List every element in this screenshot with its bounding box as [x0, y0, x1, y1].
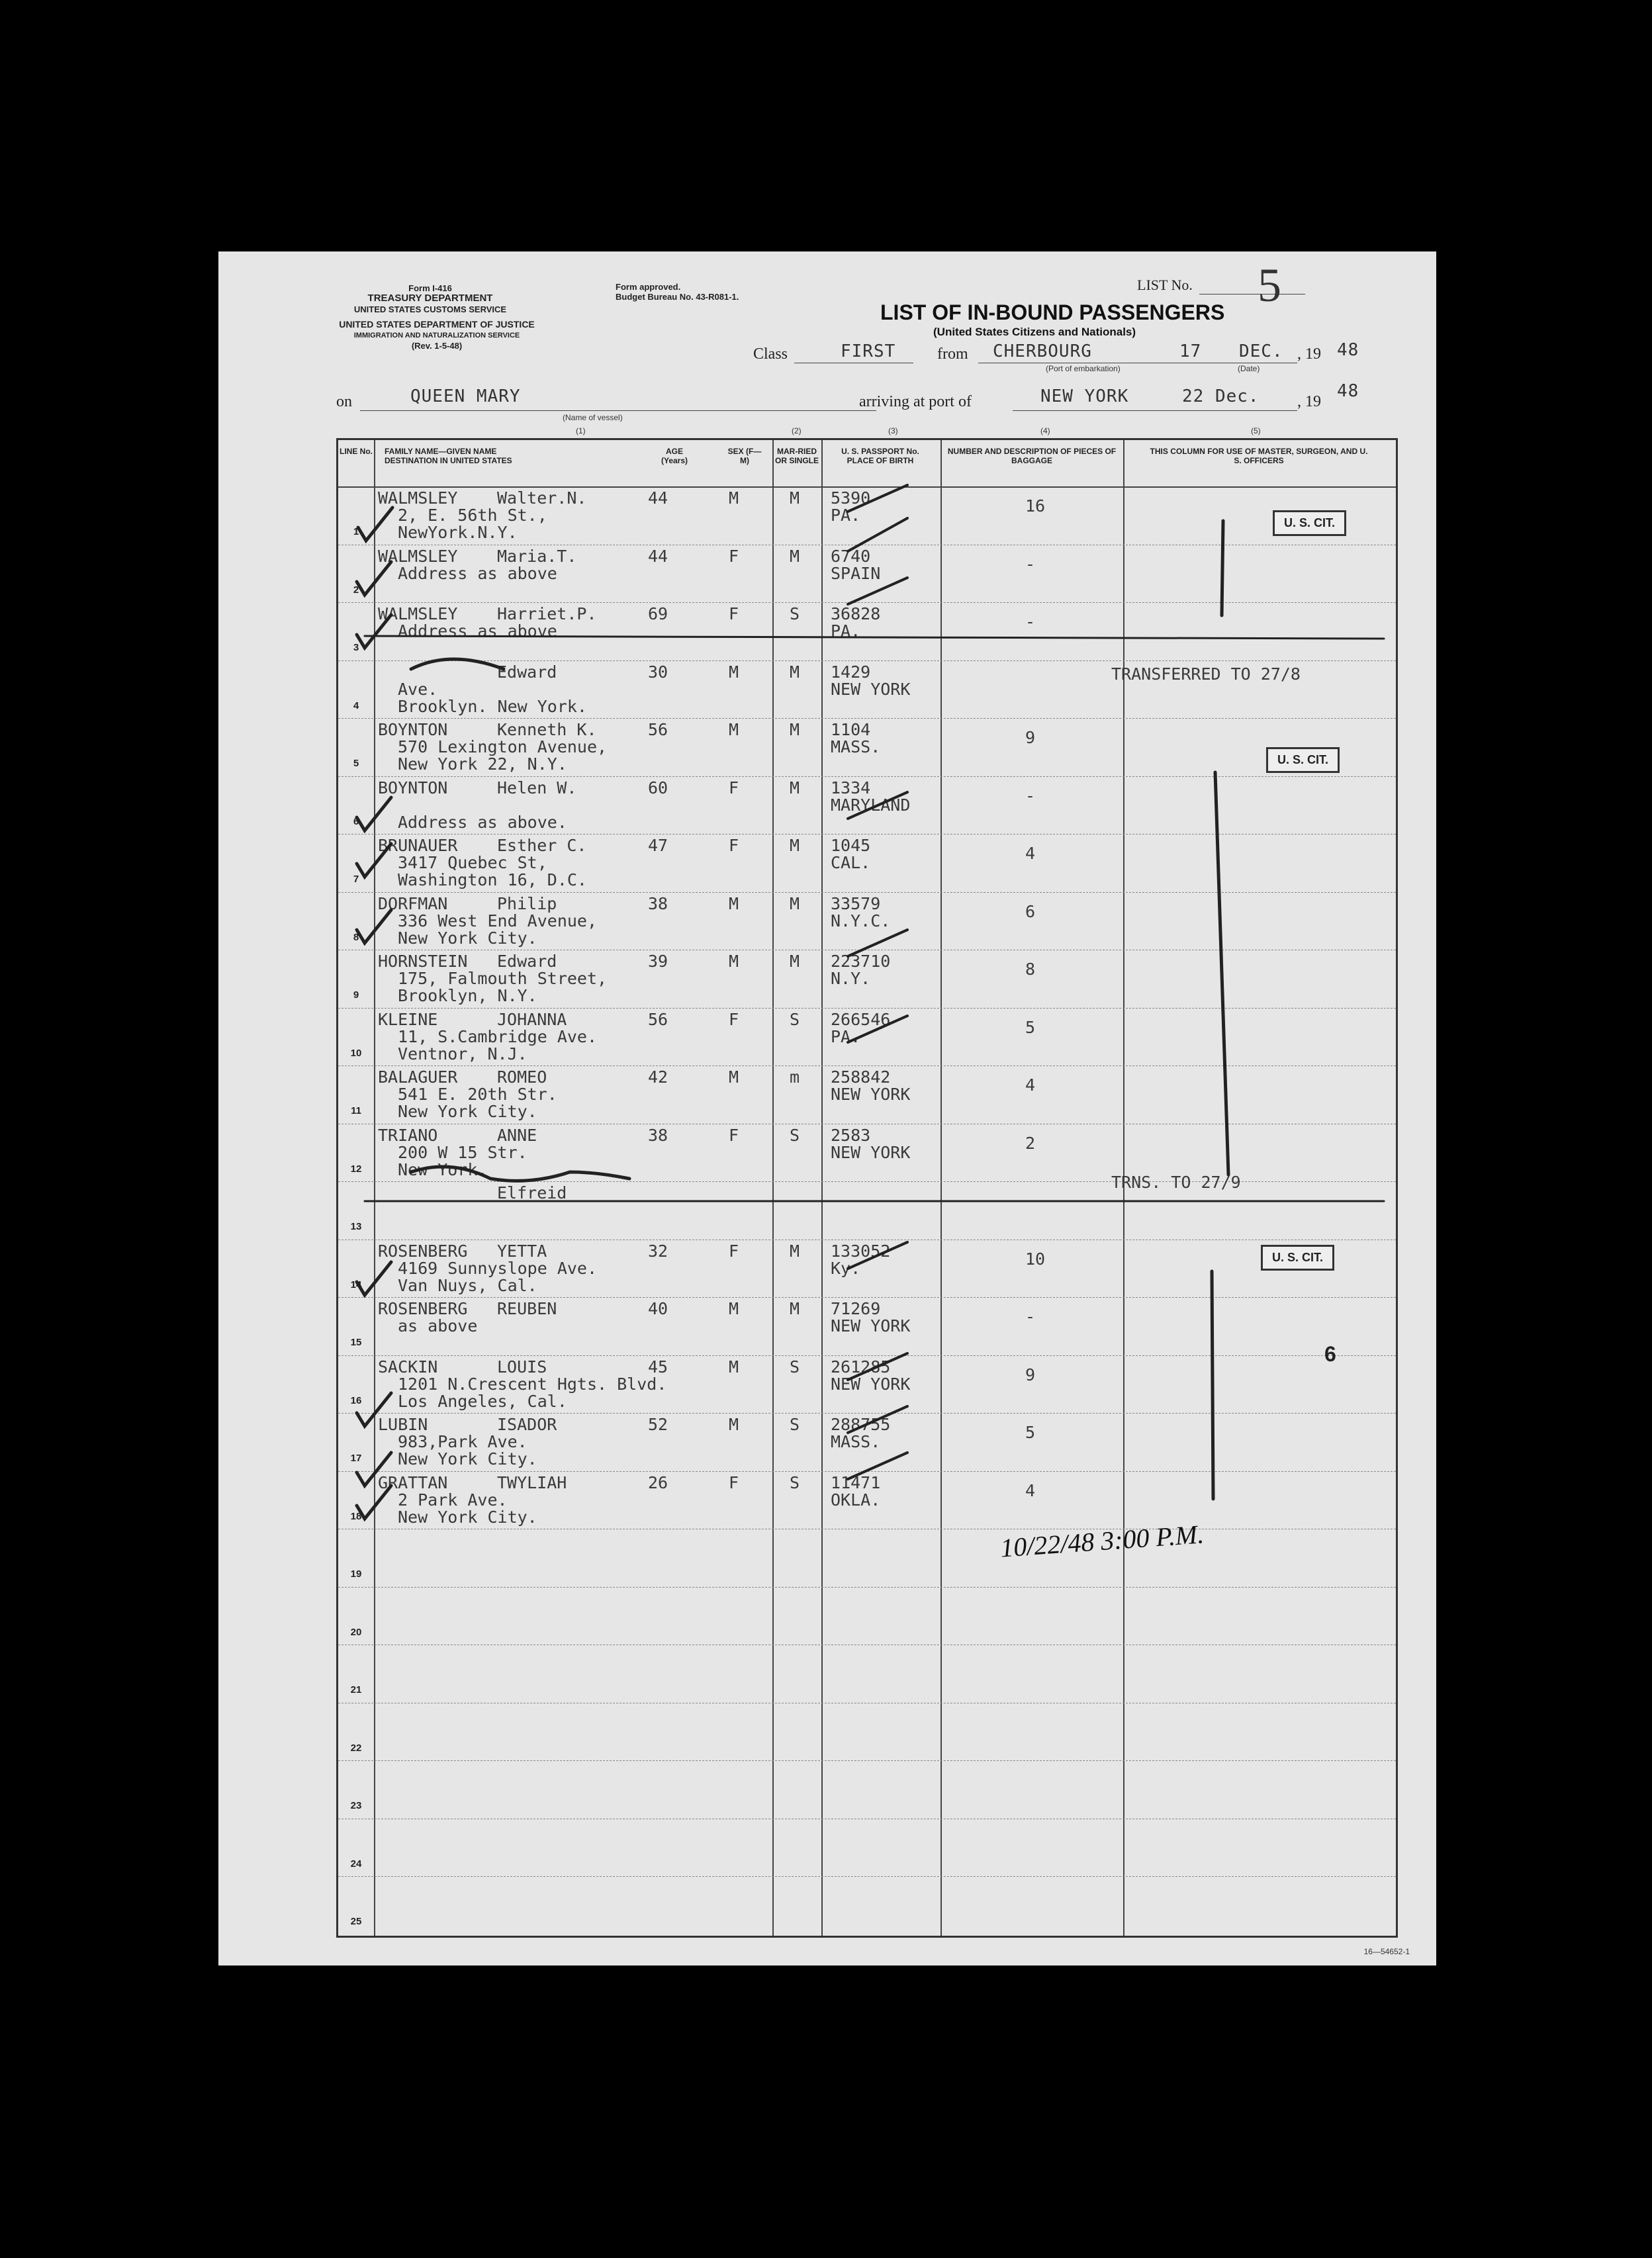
- marital-status: M: [790, 488, 800, 508]
- marital-status: M: [790, 1299, 800, 1318]
- address-line: 3417 Quebec St,: [398, 853, 547, 872]
- on-label: on: [336, 393, 352, 410]
- baggage-count: 10: [1025, 1249, 1046, 1269]
- line-number: 22: [350, 1742, 362, 1754]
- address-city: New York.: [398, 1159, 488, 1179]
- form-number: Form I-416: [408, 283, 452, 293]
- us-citizen-stamp: U. S. CIT.: [1273, 510, 1346, 536]
- row-divider: [338, 1355, 1396, 1356]
- address-line: 336 West End Avenue,: [398, 911, 598, 930]
- row-divider: [338, 1587, 1396, 1588]
- immigration-service: IMMIGRATION AND NATURALIZATION SERVICE: [353, 332, 520, 339]
- place-of-birth: MASS.: [831, 1432, 881, 1451]
- age-value: 39: [648, 952, 668, 971]
- address-city: Washington 16, D.C.: [398, 870, 587, 889]
- passport-number: 33579: [831, 893, 881, 913]
- place-of-birth: CAL.: [831, 853, 871, 872]
- row-divider: [338, 602, 1396, 603]
- given-name: Edward: [497, 662, 557, 682]
- address-line: 2 Park Ave.: [398, 1490, 508, 1510]
- given-name: ROMEO: [497, 1067, 547, 1087]
- port-embarkation-caption: (Port of embarkation): [1046, 364, 1121, 373]
- sex-value: M: [729, 1415, 739, 1434]
- address-line: 983,Park Ave.: [398, 1432, 528, 1451]
- passport-number: 288755: [831, 1415, 891, 1434]
- row-divider: [338, 1413, 1396, 1414]
- place-of-birth: PA.: [831, 1026, 861, 1046]
- family-name: ROSENBERG: [378, 1241, 468, 1261]
- family-name: TRIANO: [378, 1125, 438, 1145]
- given-name: Walter.N.: [497, 488, 587, 508]
- place-of-birth: SPAIN: [831, 563, 881, 583]
- sex-value: F: [729, 1241, 739, 1261]
- header-line-no: LINE No.: [340, 447, 373, 456]
- address-line: 541 E. 20th Str.: [398, 1085, 557, 1104]
- budget-bureau-number: Budget Bureau No. 43-R081-1.: [616, 292, 739, 302]
- passport-number: 71269: [831, 1299, 881, 1318]
- passport-number: 266546: [831, 1009, 891, 1029]
- sex-value: M: [729, 1357, 739, 1377]
- family-name: BOYNTON: [378, 778, 448, 797]
- marital-status: M: [790, 1241, 800, 1261]
- place-of-birth: OKLA.: [831, 1490, 881, 1510]
- address-city: Brooklyn, N.Y.: [398, 986, 537, 1005]
- marital-status: S: [790, 1009, 800, 1029]
- baggage-count: 9: [1025, 1365, 1036, 1384]
- passport-number: 1429: [831, 662, 871, 682]
- line-number: 10: [350, 1047, 362, 1059]
- given-name: LOUIS: [497, 1357, 547, 1377]
- sex-value: F: [729, 1009, 739, 1029]
- age-value: 44: [648, 488, 668, 508]
- address-line: 570 Lexington Avenue,: [398, 737, 608, 756]
- baggage-count: 16: [1025, 496, 1046, 516]
- marital-status: M: [790, 720, 800, 739]
- header-sex: SEX (F—M): [727, 447, 762, 465]
- form-subtitle: (United States Citizens and Nationals): [933, 326, 1136, 338]
- departure-year-prefix: , 19: [1297, 345, 1321, 363]
- given-name: Edward: [497, 952, 557, 971]
- sex-value: M: [729, 1299, 739, 1318]
- row-divider: [338, 1471, 1396, 1472]
- transfer-note: TRANSFERRED TO 27/8: [1111, 664, 1301, 684]
- row-divider: [338, 660, 1396, 661]
- departure-month: DEC.: [1239, 341, 1283, 361]
- line-number: 9: [353, 989, 359, 1001]
- baggage-count: 9: [1025, 728, 1036, 747]
- family-name: ROSENBERG: [378, 1299, 468, 1318]
- family-name: DORFMAN: [378, 893, 448, 913]
- line-number: 3: [353, 642, 359, 653]
- address-line: as above: [398, 1316, 478, 1335]
- row-divider: [338, 1065, 1396, 1066]
- sex-value: M: [729, 893, 739, 913]
- arriving-label: arriving at port of: [859, 393, 972, 410]
- age-value: 42: [648, 1067, 668, 1087]
- address-city: New York City.: [398, 928, 537, 948]
- passport-number: 36828: [831, 604, 881, 623]
- header-married: MAR-RIED OR SINGLE: [775, 447, 819, 465]
- age-value: 47: [648, 836, 668, 855]
- place-of-birth: NEW YORK: [831, 1374, 911, 1394]
- age-value: 45: [648, 1357, 668, 1377]
- baggage-count: 5: [1025, 1017, 1036, 1037]
- departure-day: 17: [1179, 341, 1202, 361]
- header-officers: THIS COLUMN FOR USE OF MASTER, SURGEON, AND U. S. OFFICERS: [1150, 447, 1368, 465]
- line-number: 12: [350, 1163, 362, 1175]
- baggage-count: 4: [1025, 1075, 1036, 1095]
- address-line: 11, S.Cambridge Ave.: [398, 1026, 598, 1046]
- row-divider: [338, 1760, 1396, 1761]
- family-name: BOYNTON: [378, 720, 448, 739]
- marital-status: M: [790, 662, 800, 682]
- form-footer-code: 16—54652-1: [1363, 1947, 1410, 1956]
- sex-value: F: [729, 778, 739, 797]
- family-name: HORNSTEIN: [378, 952, 468, 971]
- sex-value: F: [729, 1125, 739, 1145]
- family-name: SACKIN: [378, 1357, 438, 1377]
- line-number: 14: [350, 1279, 362, 1290]
- baggage-count: -: [1025, 554, 1036, 574]
- age-value: 60: [648, 778, 668, 797]
- given-name: ISADOR: [497, 1415, 557, 1434]
- passport-number: 2583: [831, 1125, 871, 1145]
- column-number: (5): [1251, 426, 1261, 435]
- given-name: Helen W.: [497, 778, 577, 797]
- given-name: Esther C.: [497, 836, 587, 855]
- row-divider: [338, 892, 1396, 893]
- us-citizen-stamp: U. S. CIT.: [1261, 1245, 1334, 1271]
- line-number: 18: [350, 1510, 362, 1522]
- passport-number: 258842: [831, 1067, 891, 1087]
- passport-number: 1334: [831, 778, 871, 797]
- address-city: New York City.: [398, 1507, 537, 1527]
- service-name: UNITED STATES CUSTOMS SERVICE: [353, 304, 507, 314]
- age-value: 56: [648, 720, 668, 739]
- line-number: 2: [353, 584, 359, 596]
- marital-status: S: [790, 1125, 800, 1145]
- place-of-birth: N.Y.C.: [831, 911, 891, 930]
- given-name: ANNE: [497, 1125, 537, 1145]
- age-value: 26: [648, 1472, 668, 1492]
- age-value: 30: [648, 662, 668, 682]
- passport-number: 261285: [831, 1357, 891, 1377]
- header-name: FAMILY NAME—GIVEN NAME DESTINATION IN UNITED STATES: [385, 447, 512, 465]
- place-of-birth: NEW YORK: [831, 679, 911, 699]
- class-label: Class: [753, 345, 788, 363]
- arrival-year-prefix: , 19: [1297, 393, 1321, 410]
- form-title: LIST OF IN-BOUND PASSENGERS: [880, 300, 1225, 324]
- line-number: 16: [350, 1394, 362, 1406]
- family-name: WALMSLEY: [378, 604, 458, 623]
- marital-status: m: [790, 1067, 800, 1087]
- address-city: Van Nuys, Cal.: [398, 1275, 537, 1295]
- row-divider: [338, 1008, 1396, 1009]
- baggage-count: 8: [1025, 960, 1036, 979]
- justice-department: UNITED STATES DEPARTMENT OF JUSTICE: [339, 319, 535, 330]
- sex-value: F: [729, 836, 739, 855]
- revision-date: (Rev. 1-5-48): [411, 341, 463, 351]
- line-number: 19: [350, 1568, 362, 1580]
- marital-status: M: [790, 952, 800, 971]
- sex-value: M: [729, 488, 739, 508]
- sex-value: M: [729, 1067, 739, 1087]
- row-divider: [338, 776, 1396, 777]
- given-name: TWYLIAH: [497, 1472, 567, 1492]
- line-number: 25: [350, 1916, 362, 1927]
- line-number: 13: [350, 1221, 362, 1232]
- address-city: Address as above.: [398, 812, 567, 832]
- line-number: 1: [353, 526, 359, 537]
- line-number: 17: [350, 1453, 362, 1464]
- passport-number: 133052: [831, 1241, 891, 1261]
- row-divider: [338, 718, 1396, 719]
- address-city: Brooklyn. New York.: [398, 696, 587, 716]
- vessel-caption: (Name of vessel): [563, 413, 623, 422]
- place-of-birth: Ky.: [831, 1258, 861, 1278]
- column-number: (2): [792, 426, 802, 435]
- age-value: 44: [648, 546, 668, 566]
- baggage-count: -: [1025, 612, 1036, 631]
- port-of-embarkation: CHERBOURG: [993, 341, 1092, 361]
- sex-value: M: [729, 662, 739, 682]
- officer-signature: 10/22/48 3:00 P.M.: [999, 1519, 1205, 1563]
- given-name: Kenneth K.: [497, 720, 597, 739]
- address-city: New York City.: [398, 1102, 537, 1121]
- address-line: 2, E. 56th St.,: [398, 506, 547, 525]
- marital-status: S: [790, 1415, 800, 1434]
- vessel-name: QUEEN MARY: [410, 386, 521, 406]
- family-name: GRATTAN: [378, 1472, 448, 1492]
- place-of-birth: N.Y.: [831, 969, 871, 988]
- place-of-birth: NEW YORK: [831, 1085, 911, 1104]
- given-name: Maria.T.: [497, 546, 577, 566]
- age-value: 32: [648, 1241, 668, 1261]
- address-line: 4169 Sunnyslope Ave.: [398, 1258, 598, 1278]
- given-name: Harriet.P.: [497, 604, 597, 623]
- place-of-birth: PA.: [831, 506, 861, 525]
- address-line: Address as above: [398, 621, 557, 641]
- sex-value: M: [729, 952, 739, 971]
- age-value: 38: [648, 1125, 668, 1145]
- marital-status: S: [790, 604, 800, 623]
- row-divider: [338, 486, 1396, 488]
- age-value: 40: [648, 1299, 668, 1318]
- marital-status: M: [790, 778, 800, 797]
- baggage-count: 6: [1025, 901, 1036, 921]
- passenger-list-form: [218, 251, 1436, 1965]
- address-city: New York 22, N.Y.: [398, 754, 567, 774]
- line-number: 8: [353, 931, 359, 943]
- baggage-count: 4: [1025, 1480, 1036, 1500]
- column-number: (4): [1040, 426, 1050, 435]
- address-city: Los Angeles, Cal.: [398, 1391, 567, 1411]
- marital-status: S: [790, 1472, 800, 1492]
- family-name: WALMSLEY: [378, 546, 458, 566]
- place-of-birth: MARYLAND: [831, 795, 911, 815]
- line-number: 5: [353, 758, 359, 769]
- given-name: REUBEN: [497, 1299, 557, 1318]
- header-baggage: NUMBER AND DESCRIPTION OF PIECES OF BAGGAGE: [947, 447, 1117, 465]
- marital-status: M: [790, 546, 800, 566]
- from-label: from: [937, 345, 968, 363]
- line-number: 15: [350, 1337, 362, 1348]
- baggage-count: -: [1025, 1307, 1036, 1326]
- baggage-count: 5: [1025, 1423, 1036, 1442]
- passport-number: 223710: [831, 952, 891, 971]
- place-of-birth: NEW YORK: [831, 1142, 911, 1162]
- line-number: 24: [350, 1858, 362, 1870]
- address-line: Ave.: [398, 679, 438, 699]
- column-number: (1): [576, 426, 586, 435]
- departure-year: 48: [1337, 340, 1359, 360]
- row-divider: [338, 1876, 1396, 1877]
- family-name: LUBIN: [378, 1415, 428, 1434]
- address-city: Ventnor, N.J.: [398, 1044, 528, 1063]
- age-value: 38: [648, 893, 668, 913]
- line-number: 21: [350, 1684, 362, 1695]
- marital-status: M: [790, 893, 800, 913]
- header-age: AGE (Years): [661, 447, 688, 465]
- arrival-port: NEW YORK: [1040, 386, 1129, 406]
- address-line: 200 W 15 Str.: [398, 1142, 528, 1162]
- address-line: Address as above: [398, 563, 557, 583]
- family-name: WALMSLEY: [378, 488, 458, 508]
- passenger-table: [336, 438, 1398, 1938]
- department-name: TREASURY DEPARTMENT: [367, 293, 493, 304]
- line-number: 23: [350, 1800, 362, 1811]
- marital-status: S: [790, 1357, 800, 1377]
- address-city: New York City.: [398, 1449, 537, 1468]
- line-number: 6: [353, 815, 359, 827]
- sex-value: F: [729, 604, 739, 623]
- line-number: 11: [351, 1105, 361, 1116]
- form-approval: Form approved.: [616, 282, 681, 292]
- sex-value: M: [729, 720, 739, 739]
- age-value: 69: [648, 604, 668, 623]
- given-name: Elfreid: [497, 1183, 567, 1202]
- passport-number: 11471: [831, 1472, 881, 1492]
- place-of-birth: MASS.: [831, 737, 881, 756]
- address-line: 1201 N.Crescent Hgts. Blvd.: [398, 1374, 667, 1394]
- baggage-count: 2: [1025, 1133, 1036, 1153]
- passport-number: 6740: [831, 546, 871, 566]
- given-name: JOHANNA: [497, 1009, 567, 1029]
- baggage-count: -: [1025, 786, 1036, 805]
- sex-value: F: [729, 1472, 739, 1492]
- baggage-count: 4: [1025, 844, 1036, 863]
- given-name: YETTA: [497, 1241, 547, 1261]
- family-name: KLEINE: [378, 1009, 438, 1029]
- us-citizen-stamp: U. S. CIT.: [1266, 747, 1340, 773]
- age-value: 56: [648, 1009, 668, 1029]
- age-value: 52: [648, 1415, 668, 1434]
- class-value: FIRST: [841, 341, 896, 361]
- line-number: 4: [353, 700, 359, 711]
- passport-number: 1045: [831, 836, 871, 855]
- family-name: BRUNAUER: [378, 836, 458, 855]
- given-name: Philip: [497, 893, 557, 913]
- arrival-year: 48: [1337, 381, 1359, 401]
- family-name: BALAGUER: [378, 1067, 458, 1087]
- passport-number: 1104: [831, 720, 871, 739]
- column-number: (3): [888, 426, 898, 435]
- address-city: NewYork.N.Y.: [398, 523, 518, 542]
- address-line: 175, Falmouth Street,: [398, 969, 608, 988]
- line-number: 20: [350, 1626, 362, 1638]
- header-passport: U. S. PASSPORT No. PLACE OF BIRTH: [841, 447, 919, 465]
- place-of-birth: PA.: [831, 621, 861, 641]
- line-number: 7: [353, 874, 359, 885]
- sex-value: F: [729, 546, 739, 566]
- date-caption: (Date): [1238, 364, 1260, 373]
- row-divider: [338, 1297, 1396, 1298]
- list-number-value: 5: [1258, 259, 1282, 312]
- marital-status: M: [790, 836, 800, 855]
- row-divider: [338, 834, 1396, 835]
- margin-mark: 6: [1324, 1342, 1336, 1366]
- place-of-birth: NEW YORK: [831, 1316, 911, 1335]
- passport-number: 5390: [831, 488, 871, 508]
- arrival-date: 22 Dec.: [1182, 386, 1260, 406]
- transfer-note: TRNS. TO 27/9: [1111, 1173, 1241, 1192]
- list-number-label: LIST No.: [1137, 277, 1193, 293]
